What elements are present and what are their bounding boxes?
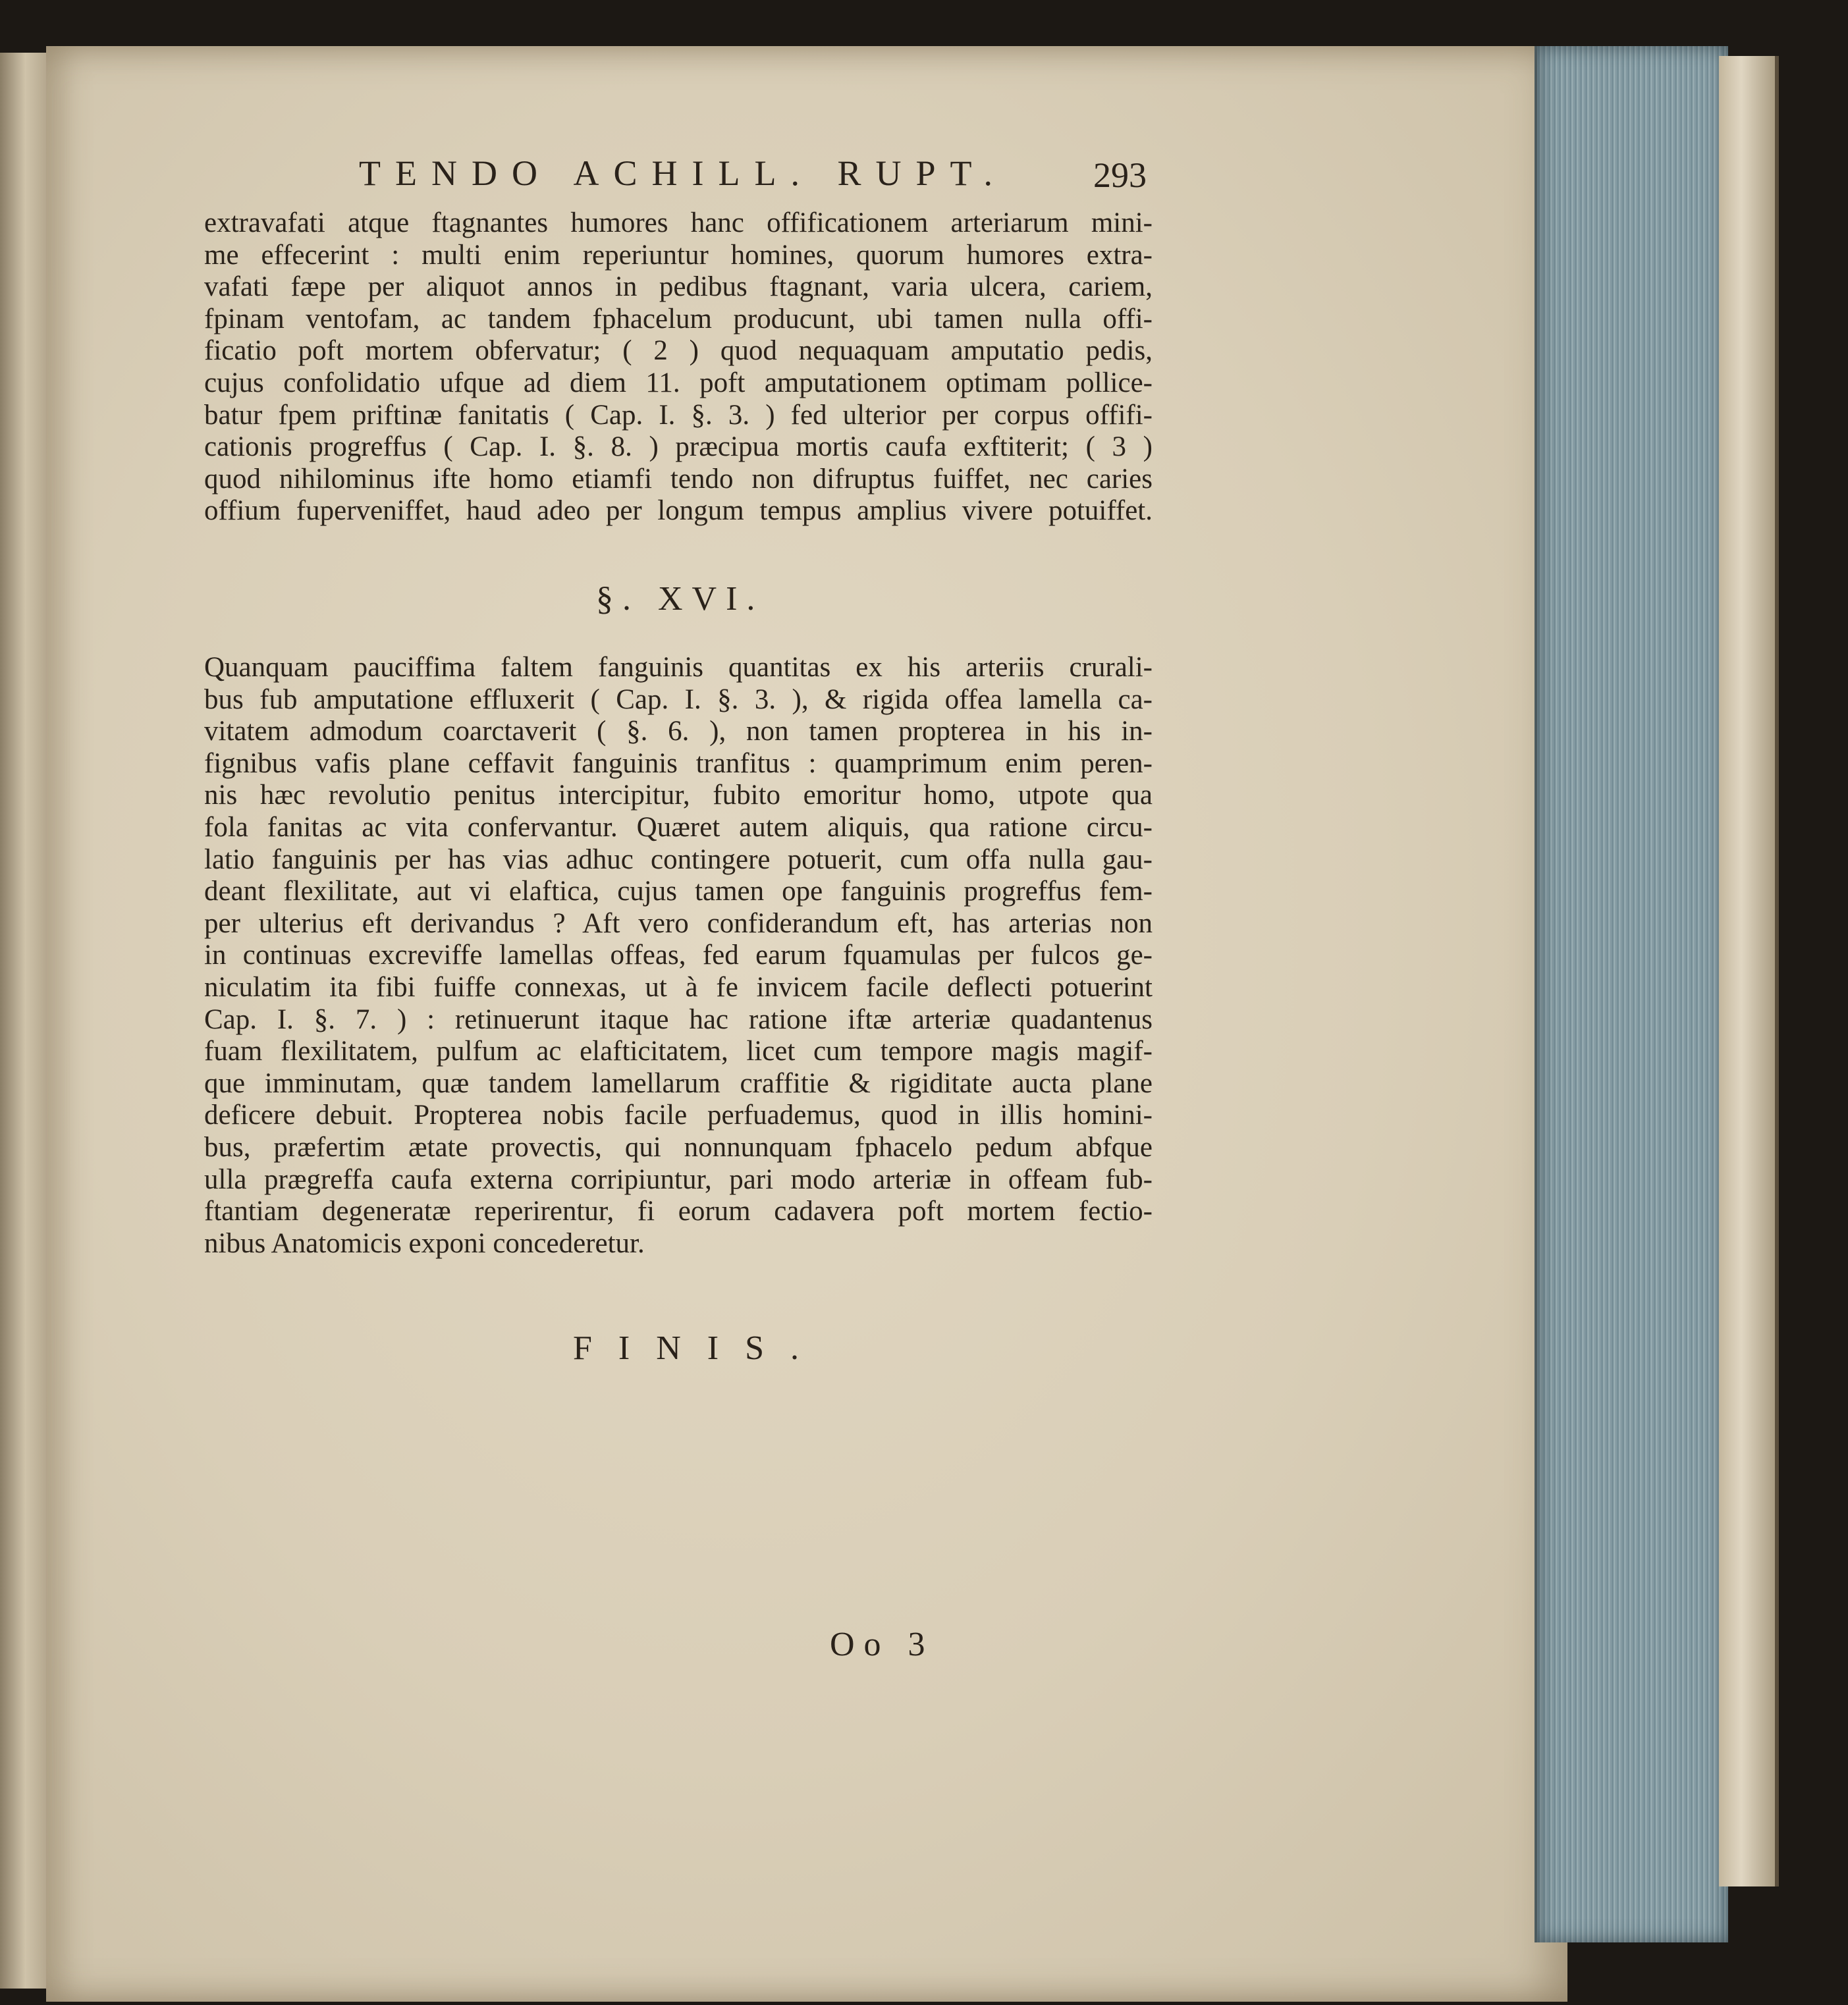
text-line: deant flexilitate, aut vi elaftica, cujus tamen ope fanguinis progreffus fem-: [204, 876, 1153, 907]
text-line: me effecerint : multi enim reperiuntur homines, quorum humores extra-: [204, 239, 1153, 271]
facing-page-edge: [0, 53, 46, 1989]
text-line: quod nihilominus ifte homo etiamfi tendo non difruptus fuiffet, nec caries: [204, 463, 1153, 495]
text-line: cationis progreffus ( Cap. I. §. 8. ) præcipua mortis caufa exftiterit; ( 3 ): [204, 431, 1153, 463]
text-line: vafati fæpe per aliquot annos in pedibus ftagnant, varia ulcera, cariem,: [204, 271, 1153, 303]
paragraph-1: [204, 207, 1153, 527]
signature-mark: Oo 3: [830, 1626, 935, 1663]
finis-mark: FINIS.: [573, 1329, 826, 1367]
text-line: fuam flexilitatem, pulfum ac elafticitatem, licet cum tempore magis magif-: [204, 1036, 1153, 1067]
text-line: fola fanitas ac vita confervantur. Quæret autem aliquis, qua ratione circu-: [204, 811, 1153, 843]
book-cover-board: [1719, 56, 1779, 1886]
text-line: nis hæc revolutio penitus intercipitur, fubito emoritur homo, utpote qua: [204, 780, 1153, 811]
text-line: que imminutam, quæ tandem lamellarum craffitie & rigiditate aucta plane: [204, 1067, 1153, 1099]
text-line: Quanquam pauciffima faltem fanguinis quantitas ex his arteriis crurali-: [204, 652, 1153, 683]
page-fore-edge: [1535, 46, 1728, 1942]
text-line: batur fpem priftinæ fanitatis ( Cap. I. §. 3. ) fed ulterior per corpus offifi-: [204, 399, 1153, 431]
text-line: in continuas excreviffe lamellas offeas, fed earum fquamulas per fulcos ge-: [204, 940, 1153, 971]
text-line: per ulterius eft derivandus ? Aft vero confiderandum eft, has arterias non: [204, 907, 1153, 939]
text-line: latio fanguinis per has vias adhuc contingere potuerit, cum offa nulla gau-: [204, 843, 1153, 875]
text-line: ftantiam degeneratæ reperirentur, fi eorum cadavera poft mortem fectio-: [204, 1196, 1153, 1227]
text-line: bus, præfertim ætate provectis, qui nonnunquam fphacelo pedum abfque: [204, 1131, 1153, 1163]
text-line: extravafati atque ftagnantes humores hanc offificationem arteriarum mini-: [204, 207, 1153, 238]
text-line: bus fub amputatione effluxerit ( Cap. I. §. 3. ), & rigida offea lamella ca-: [204, 683, 1153, 715]
text-line: fignibus vafis plane ceffavit fanguinis tranfitus : quamprimum enim peren-: [204, 747, 1153, 779]
text-line: deficere debuit. Propterea nobis facile perfuademus, quod in illis homini-: [204, 1100, 1153, 1131]
text-line: vitatem admodum coarctaverit ( §. 6. ), non tamen propterea in his in-: [204, 716, 1153, 747]
paragraph-2: [204, 652, 1153, 1260]
text-line: cujus confolidatio ufque ad diem 11. poft amputationem optimam pollice-: [204, 367, 1153, 398]
text-line: niculatim ita fibi fuiffe connexas, ut à fe invicem facile deflecti potuerint: [204, 971, 1153, 1003]
page-number: 293: [1093, 155, 1147, 195]
text-line: ulla prægreffa caufa externa corripiuntur, pari modo arteriæ in offeam fub-: [204, 1163, 1153, 1195]
section-heading: §. XVI.: [596, 580, 765, 618]
text-line: nibus Anatomicis exponi concederetur.: [204, 1227, 645, 1259]
text-line: offium fuperveniffet, haud adeo per longum tempus amplius vivere potuiffet.: [204, 495, 1153, 527]
text-line: fpinam ventofam, ac tandem fphacelum producunt, ubi tamen nulla offi-: [204, 303, 1153, 334]
text-line: ficatio poft mortem obfervatur; ( 2 ) quod nequaquam amputatio pedis,: [204, 335, 1153, 367]
running-title: TENDO ACHILL. RUPT.: [359, 153, 1007, 193]
text-line: Cap. I. §. 7. ) : retinuerunt itaque hac ratione iftæ arteriæ quadantenus: [204, 1003, 1153, 1035]
